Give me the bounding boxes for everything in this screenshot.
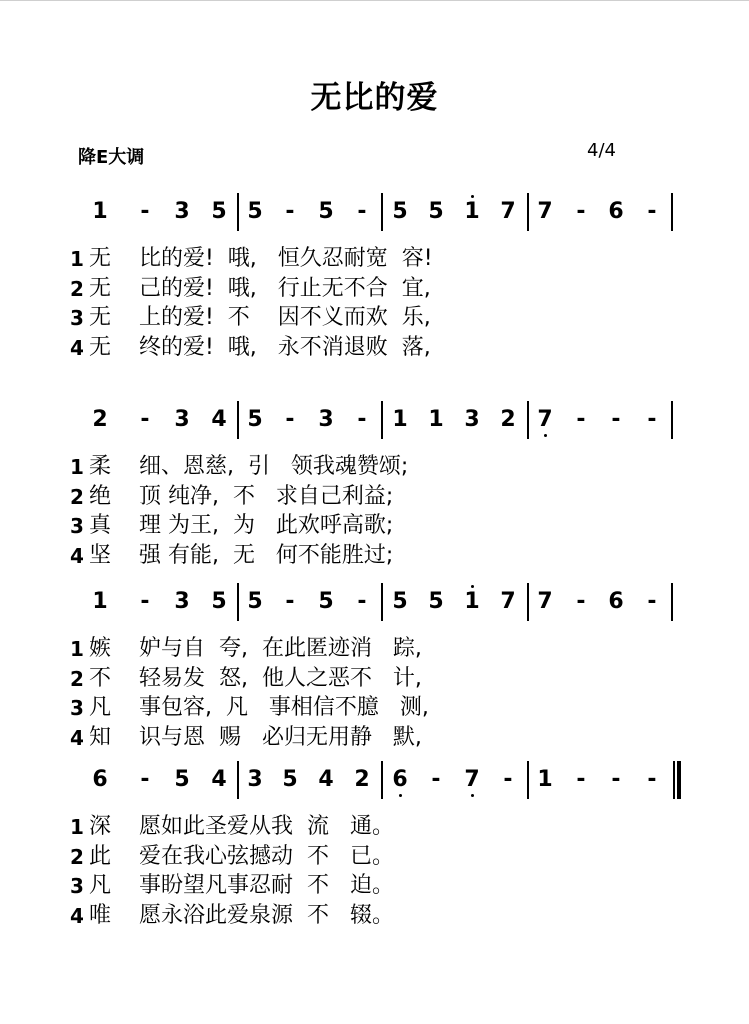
note: 3	[174, 589, 190, 614]
note: 3	[318, 407, 334, 432]
note: 2	[92, 407, 108, 432]
note: 7	[500, 199, 516, 224]
note-dash: -	[357, 589, 367, 614]
bar-line	[237, 761, 239, 799]
bar-line	[671, 193, 673, 231]
final-bar-line	[677, 761, 681, 799]
note: 2	[354, 767, 370, 792]
note: 4	[211, 767, 227, 792]
note: 5	[247, 589, 263, 614]
verse-number: 3	[70, 514, 84, 538]
lyric-line: 凡 事包容, 凡 事相信不臆 测,	[89, 695, 429, 720]
note: 5	[428, 199, 444, 224]
note: 7	[537, 199, 553, 224]
note: 4	[211, 407, 227, 432]
note: 1	[392, 407, 408, 432]
note: 5	[247, 199, 263, 224]
bar-line	[237, 401, 239, 439]
note-dash: -	[647, 767, 657, 792]
note: 5	[211, 589, 227, 614]
verse-number: 1	[70, 455, 84, 479]
verse-number: 3	[70, 306, 84, 330]
octave-dot-above	[471, 195, 474, 198]
note: 1	[464, 199, 480, 224]
note-dash: -	[285, 589, 295, 614]
bar-line	[527, 193, 529, 231]
note-dash: -	[285, 407, 295, 432]
verse-number: 2	[70, 276, 84, 301]
octave-dot-below	[471, 794, 474, 797]
verse-number: 2	[70, 484, 84, 509]
note: 6	[608, 199, 624, 224]
note: 7	[500, 589, 516, 614]
bar-line	[527, 761, 529, 799]
bar-line	[237, 583, 239, 621]
note-dash: -	[357, 407, 367, 432]
verse-number: 3	[70, 874, 84, 898]
lyric-line: 唯 愿永浴此爱泉源 不 辍。	[89, 902, 394, 928]
note: 7	[537, 589, 553, 614]
verse-number: 3	[70, 696, 84, 720]
lyric-line: 绝 顶 纯净, 不 求自己利益;	[89, 483, 394, 509]
note: 5	[392, 589, 408, 614]
lyric-line: 真 理 为王, 为 此欢呼高歌;	[89, 513, 394, 538]
octave-dot-below	[399, 794, 402, 797]
bar-line	[527, 583, 529, 621]
verse-number: 4	[70, 335, 84, 360]
note: 1	[537, 767, 553, 792]
note: 5	[282, 767, 298, 792]
note: 3	[174, 199, 190, 224]
note: 5	[318, 199, 334, 224]
note-dash: -	[576, 767, 586, 792]
lyric-line: 无 终的爱! 哦, 永不消退败 落,	[89, 334, 431, 360]
octave-dot-below	[544, 434, 547, 437]
note: 5	[247, 407, 263, 432]
note-dash: -	[611, 407, 621, 432]
lyric-line: 不 轻易发 怒, 他人之恶不 计,	[89, 665, 422, 691]
note: 6	[392, 767, 408, 792]
note-dash: -	[576, 407, 586, 432]
note: 6	[608, 589, 624, 614]
note-dash: -	[503, 767, 513, 792]
note-dash: -	[647, 407, 657, 432]
verse-number: 1	[70, 637, 84, 661]
note-dash: -	[576, 199, 586, 224]
lyric-line: 凡 事盼望凡事忍耐 不 迫。	[89, 873, 394, 898]
lyric-line: 无 比的爱! 哦, 恒久忍耐宽 容!	[89, 246, 433, 271]
octave-dot-above	[471, 585, 474, 588]
verse-number: 1	[70, 247, 84, 271]
note-dash: -	[285, 199, 295, 224]
lyric-line: 深 愿如此圣爱从我 流 通。	[89, 814, 394, 839]
song-title: 无比的爱	[310, 80, 439, 116]
bar-line	[381, 761, 383, 799]
note: 3	[174, 407, 190, 432]
note-dash: -	[140, 199, 150, 224]
note: 2	[500, 407, 516, 432]
bar-line	[381, 583, 383, 621]
note: 1	[92, 199, 108, 224]
bar-line	[527, 401, 529, 439]
lyric-line: 无 上的爱! 不 因不义而欢 乐,	[89, 305, 431, 330]
note-dash: -	[611, 767, 621, 792]
note-dash: -	[140, 767, 150, 792]
note: 5	[392, 199, 408, 224]
note-dash: -	[431, 767, 441, 792]
note: 5	[211, 199, 227, 224]
lyric-line: 知 识与恩 赐 必归无用静 默,	[89, 724, 422, 750]
bar-line	[381, 401, 383, 439]
time-signature: 4/4	[587, 140, 616, 161]
lyric-line: 此 爱在我心弦撼动 不 已。	[89, 843, 394, 869]
note-dash: -	[576, 589, 586, 614]
verse-number: 4	[70, 543, 84, 568]
note: 1	[464, 589, 480, 614]
note-dash: -	[647, 199, 657, 224]
bar-line	[671, 583, 673, 621]
note: 5	[318, 589, 334, 614]
note: 7	[464, 767, 480, 792]
note-dash: -	[647, 589, 657, 614]
note: 3	[247, 767, 263, 792]
bar-line	[671, 401, 673, 439]
note: 1	[428, 407, 444, 432]
lyric-line: 坚 强 有能, 无 何不能胜过;	[89, 542, 394, 568]
verse-number: 2	[70, 666, 84, 691]
bar-line	[381, 193, 383, 231]
lyric-line: 柔 细、恩慈, 引 领我魂赞颂;	[89, 454, 409, 479]
verse-number: 2	[70, 844, 84, 869]
note: 5	[428, 589, 444, 614]
note-dash: -	[357, 199, 367, 224]
verse-number: 1	[70, 815, 84, 839]
note: 4	[318, 767, 334, 792]
note: 1	[92, 589, 108, 614]
note-dash: -	[140, 589, 150, 614]
note: 5	[174, 767, 190, 792]
top-border	[0, 0, 749, 1]
bar-line	[673, 761, 675, 799]
bar-line	[237, 193, 239, 231]
note: 6	[92, 767, 108, 792]
key-signature: 降E大调	[78, 147, 145, 168]
lyric-line: 嫉 妒与自 夸, 在此匿迹消 踪,	[89, 636, 422, 661]
note: 7	[537, 407, 553, 432]
verse-number: 4	[70, 725, 84, 750]
note-dash: -	[140, 407, 150, 432]
verse-number: 4	[70, 903, 84, 928]
lyric-line: 无 己的爱! 哦, 行止无不合 宜,	[89, 275, 431, 301]
note: 3	[464, 407, 480, 432]
